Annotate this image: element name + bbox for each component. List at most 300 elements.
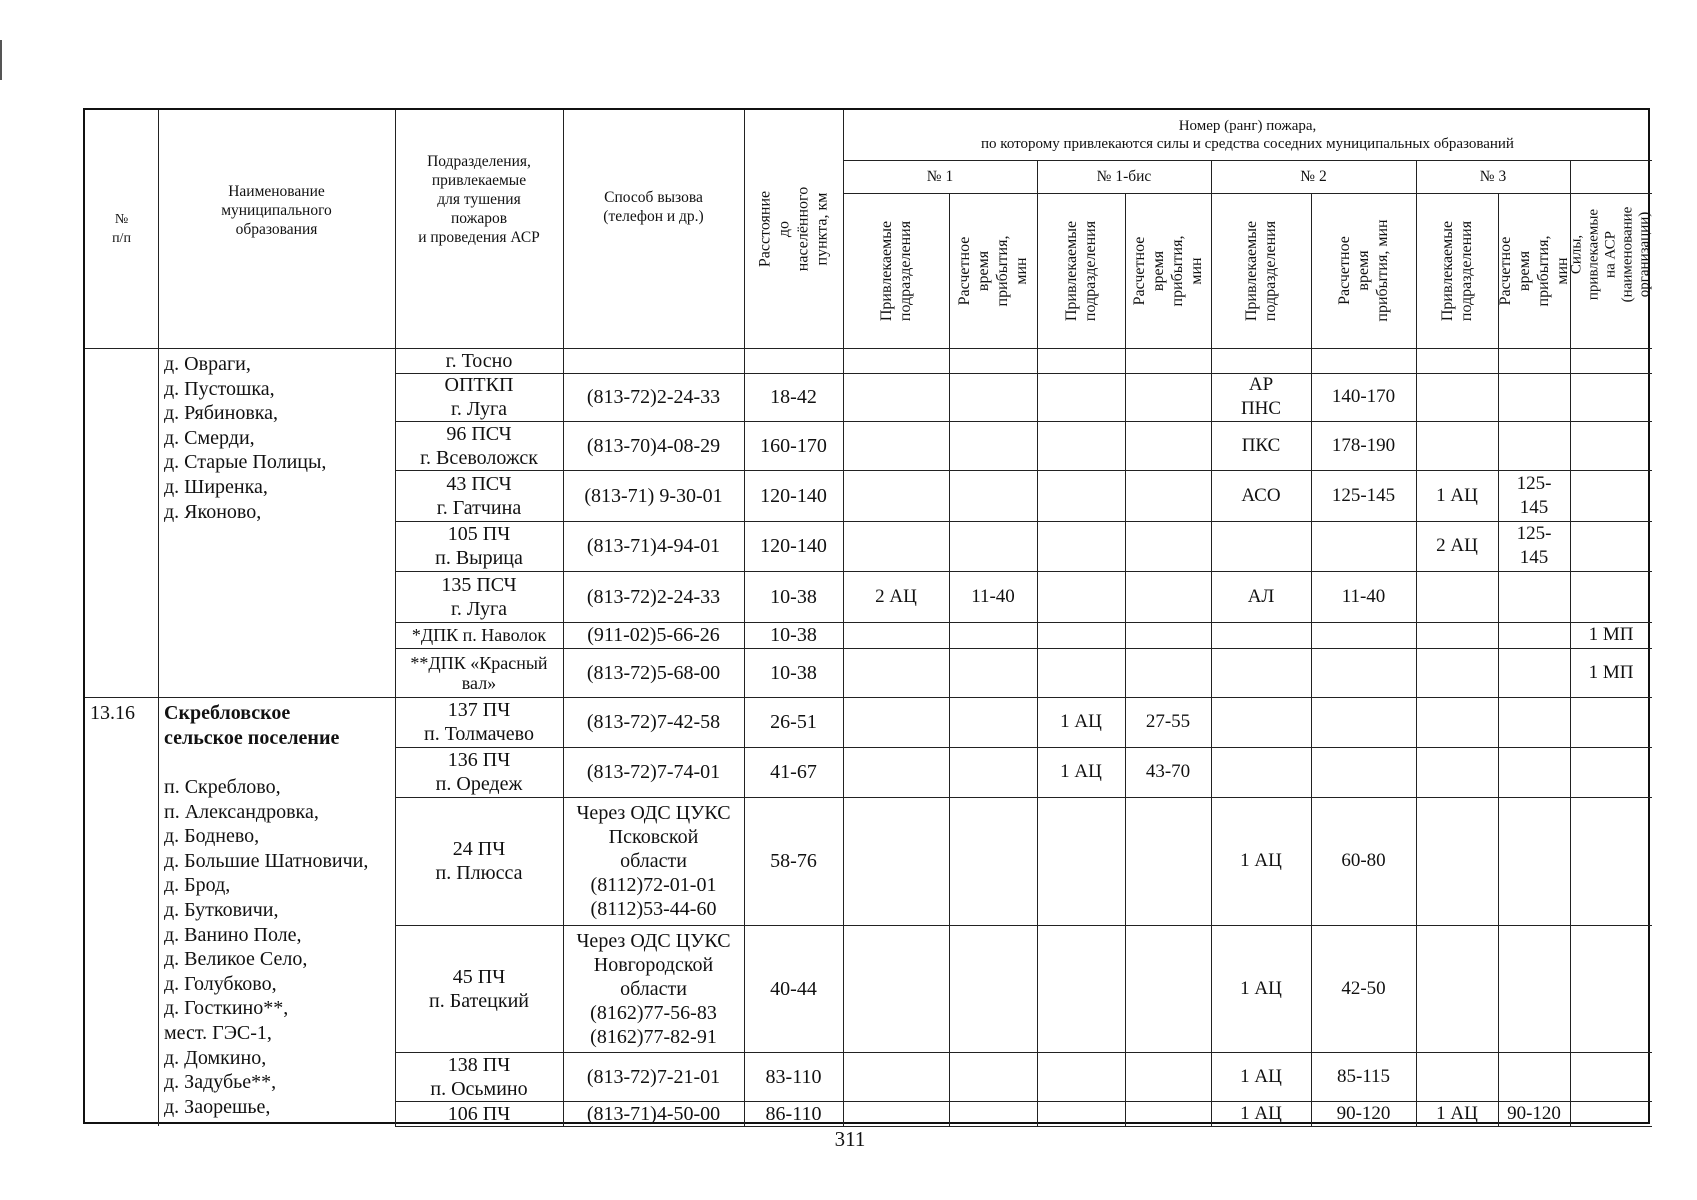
grid-line-v bbox=[1570, 1052, 1571, 1101]
grid-line-v bbox=[949, 1052, 950, 1101]
grid-line-v bbox=[1416, 348, 1417, 373]
unit-cell: **ДПК «Красный вал» bbox=[410, 652, 548, 693]
asr-cell bbox=[1570, 571, 1652, 622]
rank-time-cell: 178-190 bbox=[1331, 434, 1396, 456]
grid-line-v bbox=[1037, 571, 1038, 622]
village-list: п. Скреблово, п. Александровка, д. Боднево, д. Большие Шатновичи, д. Брод, д. Бутковичи, д. Ванино Поле, д. Великое Село, д. Голубково, д. Госткино**, мест. ГЭС-1, д. Домкино, д. Задубье**, д. Заорешье, bbox=[164, 776, 369, 1118]
grid-line-v bbox=[1498, 348, 1499, 373]
rank-units-cell bbox=[1211, 521, 1311, 571]
rank-time-cell bbox=[1498, 373, 1570, 421]
grid-line-v bbox=[1125, 925, 1126, 1052]
grid-line-v bbox=[1125, 1101, 1126, 1126]
grid-line-v bbox=[1311, 1052, 1312, 1101]
rank-units-cell bbox=[1416, 697, 1498, 747]
grid-line-v bbox=[1416, 373, 1417, 421]
rank-units-cell bbox=[1037, 571, 1125, 622]
rank-units-cell bbox=[1416, 622, 1498, 648]
phone-cell: (813-71)4-94-01 bbox=[586, 535, 721, 557]
grid-line-v bbox=[1498, 1052, 1499, 1101]
rank-time-cell bbox=[1125, 622, 1211, 648]
grid-line-v bbox=[1498, 421, 1499, 470]
rank-units-cell bbox=[843, 925, 949, 1052]
grid-line-v bbox=[1037, 421, 1038, 470]
grid-line-v bbox=[1416, 747, 1417, 797]
rank-units-cell bbox=[1211, 348, 1311, 373]
grid-line-v bbox=[1570, 797, 1571, 925]
rank-time-cell bbox=[1498, 421, 1570, 470]
phone-cell: (813-72)2-24-33 bbox=[586, 585, 721, 608]
phone-cell: (813-70)4-08-29 bbox=[586, 434, 721, 457]
phone-cell: Через ОДС ЦУКС Псковской области (8112)72-01-01 (8112)53-44-60 bbox=[576, 802, 731, 920]
grid-line-v bbox=[1037, 697, 1038, 747]
rank-time-cell: 60-80 bbox=[1341, 850, 1386, 871]
grid-line-v bbox=[1037, 622, 1038, 648]
asr-cell bbox=[1570, 1052, 1652, 1101]
phone-cell: (813-72)5-68-00 bbox=[586, 661, 721, 684]
rank-time-cell bbox=[1311, 697, 1416, 747]
grid-line-v bbox=[1037, 747, 1038, 797]
grid-line-v bbox=[1498, 697, 1499, 747]
rank-units-cell bbox=[1037, 925, 1125, 1052]
rank-time-cell bbox=[949, 348, 1037, 373]
rank-units-cell bbox=[843, 1052, 949, 1101]
asr-cell bbox=[1570, 521, 1652, 571]
grid-line-v bbox=[1498, 925, 1499, 1052]
rank-units-cell bbox=[1416, 747, 1498, 797]
rank-units-cell bbox=[1037, 1052, 1125, 1101]
distance-cell bbox=[744, 348, 843, 373]
grid-line-v bbox=[1125, 421, 1126, 470]
rank-time-cell: 90-120 bbox=[1507, 1102, 1561, 1124]
grid-line-v bbox=[1211, 373, 1212, 421]
rank-units-cell bbox=[1037, 648, 1125, 697]
settlement-title: Скребловское сельское поселение bbox=[164, 702, 340, 749]
rank-time-cell bbox=[1311, 648, 1416, 697]
grid-line-v bbox=[1416, 797, 1417, 925]
grid-line-v bbox=[949, 925, 950, 1052]
rank-units-cell: 1 АЦ bbox=[1436, 1102, 1478, 1124]
grid-line-v bbox=[1125, 470, 1126, 521]
grid-line-h bbox=[843, 193, 1652, 194]
rank-time-cell bbox=[949, 697, 1037, 747]
rank-units-cell: 1 АЦ bbox=[1240, 850, 1282, 871]
grid-line-v bbox=[1125, 1052, 1126, 1101]
asr-cell bbox=[1570, 925, 1652, 1052]
rank-units-cell bbox=[1416, 348, 1498, 373]
grid-line-v bbox=[1037, 470, 1038, 521]
asr-cell bbox=[1570, 797, 1652, 925]
asr-cell bbox=[1570, 747, 1652, 797]
grid-line-v bbox=[1311, 648, 1312, 697]
rank-time-cell bbox=[949, 421, 1037, 470]
grid-line-v bbox=[1498, 648, 1499, 697]
rank-time-cell: 43-70 bbox=[1145, 761, 1191, 782]
rank-units-cell: 1 АЦ bbox=[1436, 484, 1478, 506]
grid-line-v bbox=[1211, 571, 1212, 622]
grid-line-v bbox=[1037, 348, 1038, 373]
rank-time-cell bbox=[949, 622, 1037, 648]
phone-cell: Через ОДС ЦУКС Новгородской области (8162)77-56-83 (8162)77-82-91 bbox=[576, 929, 731, 1048]
grid-line-v bbox=[1311, 1101, 1312, 1126]
phone-cell: (813-72)7-74-01 bbox=[586, 761, 721, 783]
rank-time-cell: 11-40 bbox=[1341, 585, 1386, 607]
rank-units-cell bbox=[843, 747, 949, 797]
grid-line-v bbox=[1416, 1052, 1417, 1101]
grid-line-v bbox=[1125, 373, 1126, 421]
rank-units-cell bbox=[1037, 348, 1125, 373]
rank-units-cell bbox=[1037, 373, 1125, 421]
rank-time-cell bbox=[949, 797, 1037, 925]
rank-time-cell bbox=[1498, 348, 1570, 373]
header-rank-title: Номер (ранг) пожара, по которому привлекаются силы и средства соседних муниципальных образований bbox=[981, 118, 1514, 152]
grid-line-v bbox=[1037, 648, 1038, 697]
rank-time-cell bbox=[1125, 797, 1211, 925]
rank-units-cell: АР ПНС bbox=[1240, 374, 1282, 419]
rank-time-cell bbox=[1498, 697, 1570, 747]
header-sub-time bbox=[949, 193, 1037, 348]
distance-cell: 26-51 bbox=[770, 711, 817, 733]
distance-cell: 120-140 bbox=[760, 484, 827, 507]
grid-line-v bbox=[1570, 160, 1571, 348]
grid-line-v bbox=[1211, 925, 1212, 1052]
grid-line-v bbox=[1311, 622, 1312, 648]
grid-line-v bbox=[1416, 571, 1417, 622]
unit-cell: 43 ПСЧ г. Гатчина bbox=[436, 472, 522, 519]
header-sub-time-text: Расчетное время прибытия, мин bbox=[1336, 219, 1391, 322]
phone-cell: (813-71) 9-30-01 bbox=[584, 484, 723, 507]
header-sub-time-text: Расчетное время прибытия, мин bbox=[1131, 235, 1205, 306]
grid-line-h bbox=[843, 160, 1652, 161]
header-sub-units bbox=[843, 193, 949, 348]
distance-cell: 18-42 bbox=[770, 386, 817, 408]
grid-line-v bbox=[1570, 571, 1571, 622]
rank-time-cell: 42-50 bbox=[1341, 977, 1386, 999]
grid-line-v bbox=[1211, 747, 1212, 797]
grid-line-v bbox=[1125, 193, 1126, 348]
rank-units-cell bbox=[1211, 747, 1311, 797]
grid-line-v bbox=[1311, 193, 1312, 348]
header-sub-units-text: Привлекаемые подразделения bbox=[878, 220, 914, 321]
phone-cell: (813-71)4-50-00 bbox=[586, 1102, 721, 1125]
grid-line-v bbox=[1037, 1101, 1038, 1126]
rank-units-cell bbox=[843, 697, 949, 747]
asr-cell bbox=[1570, 470, 1652, 521]
rank-time-cell bbox=[1125, 521, 1211, 571]
grid-line-h bbox=[85, 697, 1652, 698]
grid-line-v bbox=[1211, 1052, 1212, 1101]
rank-time-cell bbox=[949, 1101, 1037, 1126]
grid-line-v bbox=[1211, 1101, 1212, 1126]
grid-line-v bbox=[1416, 160, 1417, 348]
grid-line-v bbox=[949, 797, 950, 925]
rank-units-cell bbox=[1211, 648, 1311, 697]
rank-time-cell bbox=[949, 747, 1037, 797]
header-number: № п/п bbox=[112, 212, 131, 246]
phone-cell: (911-02)5-66-26 bbox=[587, 624, 720, 646]
rank-units-cell: ПКС bbox=[1241, 434, 1281, 456]
grid-line-v bbox=[1311, 521, 1312, 571]
grid-line-v bbox=[949, 622, 950, 648]
header-rank1bis: № 1-бис bbox=[1096, 168, 1152, 185]
header-sub-time-text: Расчетное время прибытия, мин bbox=[1497, 235, 1571, 306]
grid-line-v bbox=[1211, 470, 1212, 521]
unit-cell: 96 ПСЧ г. Всеволожск bbox=[420, 422, 538, 469]
header-sub-units bbox=[1416, 193, 1498, 348]
unit-cell: ОПТКП г. Луга bbox=[444, 374, 514, 420]
grid-line-v bbox=[949, 747, 950, 797]
rank-time-cell bbox=[1125, 1052, 1211, 1101]
rank-units-cell: 2 АЦ bbox=[875, 585, 917, 607]
rank-units-cell bbox=[843, 470, 949, 521]
grid-line-v bbox=[1037, 160, 1038, 348]
rank-units-cell bbox=[843, 1101, 949, 1126]
rank-units-cell bbox=[1037, 521, 1125, 571]
rank-time-cell: 125- 145 bbox=[1516, 472, 1552, 518]
unit-cell: 45 ПЧ п. Батецкий bbox=[429, 965, 529, 1012]
grid-line-v bbox=[1037, 373, 1038, 421]
grid-line-v bbox=[1211, 521, 1212, 571]
grid-line-v bbox=[1570, 421, 1571, 470]
grid-line-v bbox=[1498, 193, 1499, 348]
grid-line-v bbox=[158, 110, 159, 1126]
village-list: д. Овраги, д. Пустошка, д. Рябиновка, д. Смерди, д. Старые Полицы, д. Ширенка, д. Яконово, bbox=[164, 353, 327, 523]
grid-line-v bbox=[1570, 348, 1571, 373]
rank-time-cell bbox=[1498, 571, 1570, 622]
header-municipality: Наименование муниципального образования bbox=[221, 183, 332, 238]
header-sub-time bbox=[1125, 193, 1211, 348]
rank-units-cell bbox=[1037, 1101, 1125, 1126]
rank-units-cell bbox=[843, 648, 949, 697]
rank-units-cell: 2 АЦ bbox=[1436, 535, 1478, 556]
header-sub-time bbox=[1498, 193, 1570, 348]
unit-cell: 135 ПСЧ г. Луга bbox=[441, 573, 517, 620]
distance-cell: 10-38 bbox=[770, 624, 817, 646]
grid-line-v bbox=[1498, 1101, 1499, 1126]
rank-units-cell bbox=[1416, 571, 1498, 622]
header-call-method: Способ вызова (телефон и др.) bbox=[603, 189, 704, 225]
rank-time-cell bbox=[1125, 470, 1211, 521]
unit-cell: г. Тосно bbox=[445, 349, 513, 372]
grid-line-v bbox=[949, 648, 950, 697]
grid-line-v bbox=[1037, 797, 1038, 925]
distance-cell: 86-110 bbox=[765, 1102, 822, 1125]
rank-time-cell bbox=[1498, 797, 1570, 925]
grid-line-v bbox=[1311, 697, 1312, 747]
grid-line-v bbox=[1416, 1101, 1417, 1126]
distance-cell: 58-76 bbox=[770, 850, 817, 872]
page-number: 311 bbox=[834, 1127, 866, 1151]
rank-units-cell bbox=[1037, 797, 1125, 925]
rank-time-cell: 11-40 bbox=[971, 585, 1015, 607]
rank-units-cell bbox=[1416, 373, 1498, 421]
grid-line-v bbox=[1570, 1101, 1571, 1126]
grid-line-v bbox=[1416, 648, 1417, 697]
grid-line-v bbox=[1311, 373, 1312, 421]
header-asr-forces bbox=[1570, 160, 1652, 348]
unit-cell: *ДПК п. Наволок bbox=[411, 625, 547, 645]
grid-line-v bbox=[1211, 622, 1212, 648]
grid-line-v bbox=[1498, 373, 1499, 421]
grid-line-v bbox=[949, 193, 950, 348]
rank-time-cell bbox=[949, 521, 1037, 571]
rank-time-cell bbox=[949, 925, 1037, 1052]
rank-units-cell: 1 АЦ bbox=[1060, 761, 1102, 782]
grid-line-v bbox=[949, 521, 950, 571]
header-rank3: № 3 bbox=[1479, 168, 1507, 185]
header-sub-units-text: Привлекаемые подразделения bbox=[1063, 220, 1100, 321]
grid-line-v bbox=[1211, 797, 1212, 925]
rank-time-cell bbox=[1311, 622, 1416, 648]
rank-time-cell bbox=[1125, 571, 1211, 622]
rank-time-cell bbox=[1125, 648, 1211, 697]
header-sub-units bbox=[1211, 193, 1311, 348]
asr-cell bbox=[1570, 1101, 1652, 1126]
header-sub-units-text: Привлекаемые подразделения bbox=[1439, 220, 1476, 321]
rank-units-cell bbox=[843, 797, 949, 925]
header-sub-time-text: Расчетное время прибытия, мин bbox=[956, 235, 1030, 306]
rank-time-cell bbox=[1125, 348, 1211, 373]
row-number: 13.16 bbox=[90, 702, 135, 724]
rank-units-cell bbox=[1037, 421, 1125, 470]
grid-line-v bbox=[1498, 797, 1499, 925]
grid-line-v bbox=[1211, 697, 1212, 747]
rank-units-cell bbox=[1037, 622, 1125, 648]
rank-units-cell: 1 АЦ bbox=[1240, 1102, 1282, 1124]
rank-units-cell bbox=[843, 521, 949, 571]
rank-time-cell bbox=[1311, 747, 1416, 797]
distance-cell: 83-110 bbox=[765, 1065, 822, 1088]
grid-line-v bbox=[1311, 571, 1312, 622]
rank-time-cell: 90-120 bbox=[1336, 1102, 1391, 1124]
rank-time-cell bbox=[949, 1052, 1037, 1101]
rank-time-cell bbox=[1498, 622, 1570, 648]
asr-cell bbox=[1570, 348, 1652, 373]
distance-cell: 160-170 bbox=[760, 434, 827, 457]
grid-line-v bbox=[1311, 470, 1312, 521]
rank-time-cell bbox=[1311, 521, 1416, 571]
rank-time-cell: 125-145 bbox=[1331, 484, 1396, 506]
grid-line-v bbox=[1311, 925, 1312, 1052]
unit-cell: 137 ПЧ п. Толмачево bbox=[424, 699, 534, 745]
grid-line-v bbox=[1211, 348, 1212, 373]
rank-units-cell bbox=[843, 622, 949, 648]
grid-line-v bbox=[1416, 925, 1417, 1052]
rank-units-cell: 1 АЦ bbox=[1240, 1065, 1282, 1087]
grid-line-v bbox=[1416, 470, 1417, 521]
grid-line-v bbox=[1416, 521, 1417, 571]
scan-edge-mark bbox=[0, 40, 2, 80]
phone-cell: (813-72)7-21-01 bbox=[586, 1065, 721, 1088]
grid-line-v bbox=[949, 1101, 950, 1126]
grid-line-v bbox=[949, 571, 950, 622]
grid-line-v bbox=[1125, 521, 1126, 571]
header-sub-units bbox=[1037, 193, 1125, 348]
distance-cell: 10-38 bbox=[770, 585, 817, 608]
header-distance bbox=[744, 110, 843, 348]
rank-units-cell: 1 АЦ bbox=[1060, 711, 1102, 732]
unit-cell: 105 ПЧ п. Вырица bbox=[435, 523, 523, 569]
grid-line-v bbox=[1498, 521, 1499, 571]
rank-units-cell: АСО bbox=[1241, 484, 1281, 506]
rank-time-cell bbox=[1125, 421, 1211, 470]
grid-line-h bbox=[395, 1126, 1652, 1127]
grid-line-v bbox=[1125, 348, 1126, 373]
grid-line-v bbox=[949, 373, 950, 421]
grid-line-v bbox=[1311, 421, 1312, 470]
phone-cell: (813-72)7-42-58 bbox=[586, 711, 721, 733]
rank-time-cell bbox=[1498, 925, 1570, 1052]
header-rank2: № 2 bbox=[1300, 168, 1327, 185]
unit-cell: 136 ПЧ п. Оредеж bbox=[435, 749, 523, 795]
fire-forces-table bbox=[83, 108, 1653, 1125]
rank-units-cell bbox=[843, 373, 949, 421]
grid-line-v bbox=[1498, 470, 1499, 521]
rank-time-cell bbox=[1498, 1052, 1570, 1101]
rank-time-cell bbox=[1125, 1101, 1211, 1126]
unit-cell: 24 ПЧ п. Плюсса bbox=[435, 838, 523, 884]
unit-cell: 106 ПЧ bbox=[447, 1102, 511, 1125]
header-asr-forces-text: Силы, привлекаемые на АСР (наименование организации) bbox=[1568, 206, 1653, 302]
grid-line-v bbox=[1570, 697, 1571, 747]
grid-line-v bbox=[1211, 160, 1212, 348]
grid-line-v bbox=[1498, 622, 1499, 648]
grid-line-v bbox=[1416, 622, 1417, 648]
header-sub-time bbox=[1311, 193, 1416, 348]
grid-line-v bbox=[1416, 421, 1417, 470]
grid-line-v bbox=[1311, 797, 1312, 925]
distance-cell: 10-38 bbox=[770, 661, 817, 684]
grid-line-v bbox=[1037, 521, 1038, 571]
grid-line-v bbox=[1037, 1052, 1038, 1101]
grid-line-v bbox=[1211, 648, 1212, 697]
grid-line-v bbox=[1037, 925, 1038, 1052]
grid-line-v bbox=[1311, 348, 1312, 373]
rank-units-cell bbox=[1416, 421, 1498, 470]
grid-line-v bbox=[1498, 747, 1499, 797]
grid-line-v bbox=[1125, 797, 1126, 925]
grid-line-v bbox=[1125, 648, 1126, 697]
header-sub-units-text: Привлекаемые подразделения bbox=[1243, 220, 1280, 321]
asr-cell: 1 МП bbox=[1588, 661, 1634, 683]
grid-line-v bbox=[1498, 571, 1499, 622]
rank-units-cell bbox=[843, 348, 949, 373]
asr-cell: 1 МП bbox=[1588, 624, 1634, 645]
grid-line-v bbox=[1125, 622, 1126, 648]
grid-line-v bbox=[949, 421, 950, 470]
rank-time-cell: 140-170 bbox=[1331, 386, 1396, 407]
rank-units-cell: 1 АЦ bbox=[1240, 977, 1282, 999]
rank-units-cell bbox=[1416, 1052, 1498, 1101]
rank-units-cell bbox=[1211, 697, 1311, 747]
grid-line-v bbox=[1570, 373, 1571, 421]
rank-units-cell bbox=[1416, 925, 1498, 1052]
rank-time-cell bbox=[1125, 373, 1211, 421]
rank-units-cell bbox=[1037, 470, 1125, 521]
asr-cell bbox=[1570, 421, 1652, 470]
grid-line-v bbox=[1570, 925, 1571, 1052]
rank-units-cell: АЛ bbox=[1247, 585, 1275, 607]
rank-time-cell bbox=[949, 648, 1037, 697]
grid-line-v bbox=[1570, 648, 1571, 697]
grid-line-v bbox=[1125, 571, 1126, 622]
grid-line-v bbox=[1570, 470, 1571, 521]
rank-time-cell bbox=[949, 470, 1037, 521]
rank-units-cell bbox=[843, 421, 949, 470]
grid-line-v bbox=[1311, 747, 1312, 797]
grid-line-v bbox=[1125, 697, 1126, 747]
grid-line-v bbox=[1570, 747, 1571, 797]
header-rank1: № 1 bbox=[926, 168, 954, 185]
